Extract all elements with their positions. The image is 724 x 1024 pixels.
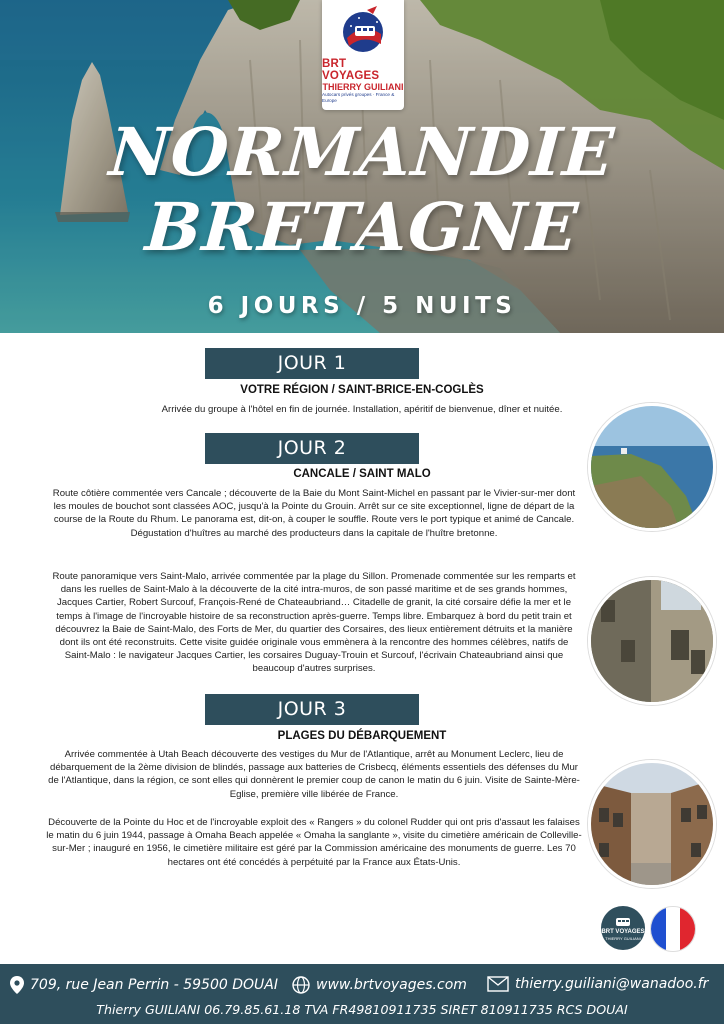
hero-title-line2: BRETAGNE: [142, 188, 582, 266]
trip-duration: 6 JOURS / 5 NUITS: [207, 293, 517, 319]
day-2-paragraph-1: Route côtière commentée vers Cancale ; découverte de la Baie du Mont Saint-Michel en passant par le Vivier-sur-mer dont les moules de bouchot sont classées AOC, jusqu'à la Pointe du Grouin. Arrêt sur ce site exceptionnel, ligne de départ de la course de la Route du Rhum. Le panorama est, dit-on, à couper le souffle. Route vers le port typique et animé de Cancale. Dégustation d'huîtres au marché des producteurs dans la capitale de l'huître bretonne.: [52, 488, 576, 539]
hero-banner: [0, 0, 724, 333]
badge-owner: THIERRY GUILIANI: [605, 936, 641, 941]
brand-name: BRT VOYAGES: [322, 58, 380, 82]
address-text: 709, rue Jean Perrin - 59500 DOUAI: [30, 977, 278, 993]
footer-website[interactable]: [292, 976, 467, 994]
hero-title-line1: NORMANDIE: [106, 113, 618, 191]
brand-tagline: Autocars privés groupes · France & Europe: [322, 92, 395, 103]
brand-owner: THIERRY GUILIANI: [322, 82, 404, 92]
photo-pointe-du-grouin: [588, 403, 716, 531]
france-flag-icon: [650, 906, 696, 952]
day-1-subtitle: VOTRE RÉGION / SAINT-BRICE-EN-COGLÈS: [240, 384, 484, 396]
location-pin-icon: [10, 976, 24, 994]
bus-icon: [615, 915, 631, 929]
envelope-icon: [487, 976, 509, 992]
badge-brand: BRT VOYAGES: [601, 929, 645, 935]
email-link[interactable]: thierry.guiliani@wanadoo.fr: [515, 976, 709, 992]
brt-voyages-logo: [322, 0, 404, 110]
footer-email[interactable]: [487, 976, 708, 992]
footer-address: [10, 976, 278, 994]
day-3-subtitle: PLAGES DU DÉBARQUEMENT: [277, 730, 447, 742]
brt-voyages-badge: [601, 906, 645, 950]
day-2-subtitle: CANCALE / SAINT MALO: [293, 468, 431, 480]
website-link[interactable]: www.brtvoyages.com: [316, 977, 467, 993]
footer-legal-info: Thierry GUILIANI 06.79.85.61.18 TVA FR49810911735 SIRET 810911735 RCS DOUAI: [96, 1002, 628, 1017]
day-2-banner: JOUR 2: [205, 433, 419, 464]
day-2-paragraph-2: Route panoramique vers Saint-Malo, arrivée commentée par la plage du Sillon. Promenade commentée sur les remparts et dans les ruelles de Saint-Malo à la découverte de la cité intra-muros, de son passé maritime et de ses grands hommes, Jacques Cartier, Robert Surcouf, François-René de Chateaubriand… Citadelle de granit, la cité corsaire défie la mer et le temps à l'image de l'incroyable histoire de sa reconstruction après-guerre. Temps libre. Embarquez à bord du petit train et découvrez la Baie de Saint-Malo, des Forts de Mer, du quartier des Corsaires, des lieux entièrement détruits et la manière dont ils ont été reconstruits. Cette visite guidée originale vous emmènera à la rencontre des hommes célèbres, natifs de Saint-Malo : le navigateur Jacques Cartier, les corsaires Duguay-Trouin et Surcouf, l'écrivain Chateaubriand ainsi que beaucoup d'autres surprises.: [52, 571, 576, 675]
day-3-paragraph-2: Découverte de la Pointe du Hoc et de l'incroyable exploit des « Rangers » du colonel Rudder qui ont pris d'assaut les falaises le matin du 6 juin 1944, passage à Omaha Beach appelée « Omaha la sanglante », visite du cimetière américain de Colleville-sur-Mer ; inauguré en 1956, le cimetière militaire est géré par la Commission américaine des monuments de guerre. Les 70 hectares ont été concédés à perpétuité par la France aux États-Unis.: [46, 817, 582, 868]
bus-globe-logo-icon: [337, 4, 389, 56]
day-3-banner: JOUR 3: [205, 694, 419, 725]
photo-old-town-street: [588, 760, 716, 888]
footer: [0, 964, 724, 1024]
photo-saint-malo-ramparts: [588, 577, 716, 705]
day-1-paragraph-1: Arrivée du groupe à l'hôtel en fin de journée. Installation, apéritif de bienvenue, dîner et nuitée.: [161, 404, 563, 415]
globe-icon: [292, 976, 310, 994]
day-3-paragraph-1: Arrivée commentée à Utah Beach découverte des vestiges du Mur de l'Atlantique, arrêt au Monument Leclerc, lieu de débarquement de la 2ème division de blindés, passage aux batteries de Crisbecq, éléments essentiels des défenses du Mur de l'Atlantique, dans la région, ce sont elles qui donnèrent le premier coup de canon le matin du 6 juin. Visite de Sainte-Mère-Eglise, première ville libérée de France.: [48, 749, 580, 800]
day-1-banner: JOUR 1: [205, 348, 419, 379]
